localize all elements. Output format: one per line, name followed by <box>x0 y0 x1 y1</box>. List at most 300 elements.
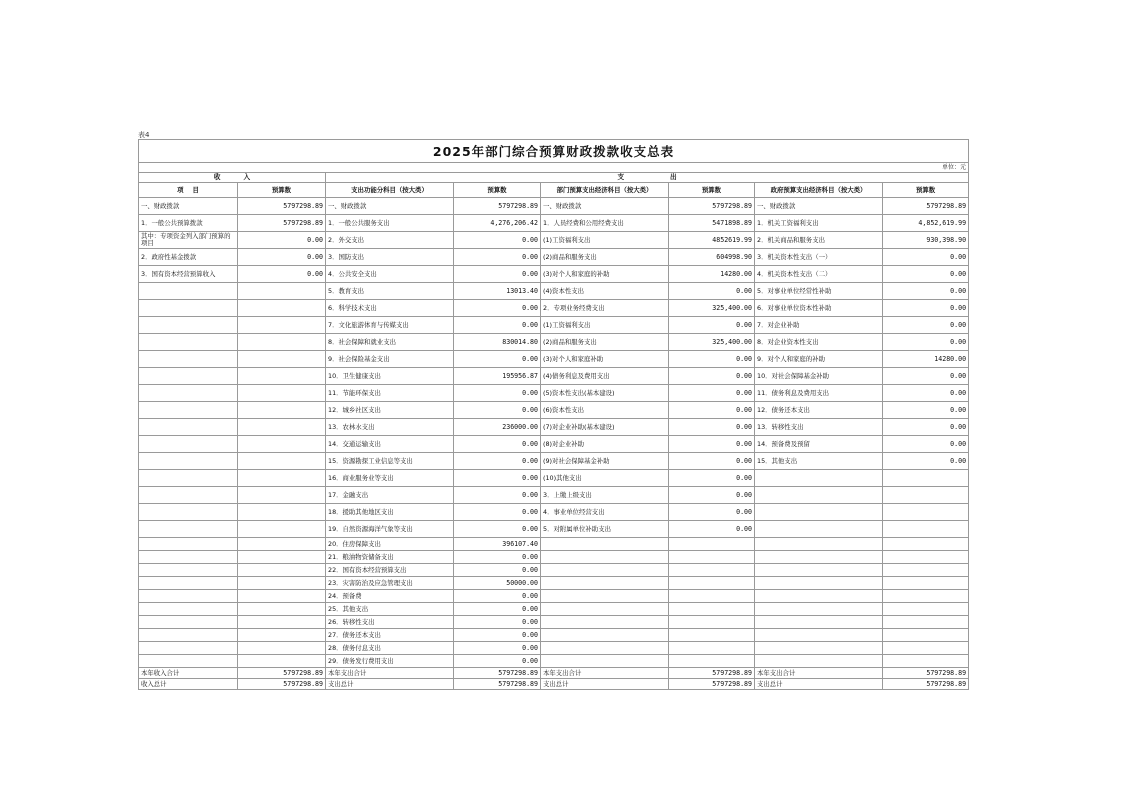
table-row <box>139 470 969 487</box>
gov-label-cell: 4．机关资本性支出（二） <box>755 266 883 283</box>
income-label-cell: 一、财政拨款 <box>139 198 238 215</box>
total-label-cell: 收入总计 <box>139 679 238 690</box>
dept-label-cell: (10)其他支出 <box>541 470 669 487</box>
dept-label-cell: 5．对附属单位补助支出 <box>541 521 669 538</box>
total-label-cell: 支出总计 <box>541 679 669 690</box>
dept-label-cell: (6)资本性支出 <box>541 402 669 419</box>
func-label-cell: 21．粮油物资储备支出 <box>326 551 454 564</box>
func-amount-cell: 0.00 <box>454 655 541 668</box>
income-label-cell <box>139 564 238 577</box>
func-amount-cell: 0.00 <box>454 616 541 629</box>
header-budget: 预算数 <box>883 183 969 198</box>
income-label-cell <box>139 334 238 351</box>
income-amount-cell <box>238 487 326 504</box>
dept-amount-cell: 0.00 <box>669 385 755 402</box>
gov-amount-cell: 0.00 <box>883 385 969 402</box>
func-label-cell: 26．转移性支出 <box>326 616 454 629</box>
income-amount-cell <box>238 629 326 642</box>
func-amount-cell: 50000.00 <box>454 577 541 590</box>
gov-label-cell <box>755 504 883 521</box>
func-label-cell: 7．文化旅游体育与传媒支出 <box>326 317 454 334</box>
income-label-cell <box>139 616 238 629</box>
func-label-cell: 1．一般公共服务支出 <box>326 215 454 232</box>
total-amount-cell: 5797298.89 <box>454 679 541 690</box>
dept-amount-cell <box>669 564 755 577</box>
gov-label-cell <box>755 538 883 551</box>
func-label-cell: 4．公共安全支出 <box>326 266 454 283</box>
func-label-cell: 28．债务付息支出 <box>326 642 454 655</box>
gov-amount-cell <box>883 521 969 538</box>
func-label-cell: 11．节能环保支出 <box>326 385 454 402</box>
dept-amount-cell: 0.00 <box>669 402 755 419</box>
table-row <box>139 577 969 590</box>
annual-total-row <box>139 668 969 679</box>
func-label-cell: 29．债务发行费用支出 <box>326 655 454 668</box>
gov-label-cell: 6．对事业单位资本性补助 <box>755 300 883 317</box>
func-label-cell: 14．交通运输支出 <box>326 436 454 453</box>
gov-label-cell: 13．转移性支出 <box>755 419 883 436</box>
func-label-cell: 6．科学技术支出 <box>326 300 454 317</box>
dept-amount-cell <box>669 590 755 603</box>
func-amount-cell: 830014.80 <box>454 334 541 351</box>
total-amount-cell: 5797298.89 <box>669 668 755 679</box>
header-dept-econ: 部门预算支出经济科目（按大类） <box>541 183 669 198</box>
gov-label-cell <box>755 590 883 603</box>
income-label-cell <box>139 470 238 487</box>
dept-label-cell <box>541 538 669 551</box>
group-header-row <box>139 173 969 183</box>
income-label-cell <box>139 521 238 538</box>
dept-amount-cell <box>669 603 755 616</box>
income-amount-cell <box>238 300 326 317</box>
table-row <box>139 402 969 419</box>
dept-label-cell: (1)工资福利支出 <box>541 317 669 334</box>
table-row <box>139 590 969 603</box>
dept-label-cell <box>541 564 669 577</box>
budget-sheet <box>138 131 968 690</box>
func-label-cell: 19．自然资源海洋气象等支出 <box>326 521 454 538</box>
income-amount-cell: 0.00 <box>238 249 326 266</box>
func-amount-cell: 0.00 <box>454 232 541 249</box>
income-label-cell <box>139 551 238 564</box>
func-amount-cell: 0.00 <box>454 249 541 266</box>
gov-label-cell: 11．债务利息及费用支出 <box>755 385 883 402</box>
gov-label-cell: 1．机关工资福利支出 <box>755 215 883 232</box>
grand-total-row <box>139 679 969 690</box>
income-amount-cell <box>238 419 326 436</box>
table-row <box>139 564 969 577</box>
gov-amount-cell <box>883 642 969 655</box>
income-label-cell <box>139 402 238 419</box>
income-amount-cell: 0.00 <box>238 232 326 249</box>
gov-label-cell: 7．对企业补助 <box>755 317 883 334</box>
dept-amount-cell <box>669 616 755 629</box>
total-amount-cell: 5797298.89 <box>669 679 755 690</box>
gov-label-cell <box>755 521 883 538</box>
dept-amount-cell: 604998.90 <box>669 249 755 266</box>
dept-label-cell: (8)对企业补助 <box>541 436 669 453</box>
gov-amount-cell: 0.00 <box>883 317 969 334</box>
func-amount-cell: 0.00 <box>454 402 541 419</box>
income-label-cell <box>139 351 238 368</box>
dept-label-cell <box>541 551 669 564</box>
gov-label-cell <box>755 577 883 590</box>
total-label-cell: 本年支出合计 <box>541 668 669 679</box>
gov-label-cell <box>755 564 883 577</box>
dept-amount-cell: 14280.00 <box>669 266 755 283</box>
dept-label-cell <box>541 629 669 642</box>
gov-label-cell: 3．机关资本性支出（一） <box>755 249 883 266</box>
func-label-cell: 22．国有资本经营预算支出 <box>326 564 454 577</box>
table-row <box>139 334 969 351</box>
table-row <box>139 232 969 249</box>
table-row <box>139 655 969 668</box>
table-row <box>139 266 969 283</box>
func-label-cell: 20．住房保障支出 <box>326 538 454 551</box>
total-label-cell: 支出总计 <box>755 679 883 690</box>
income-label-cell <box>139 504 238 521</box>
table-row <box>139 351 969 368</box>
dept-label-cell: 3．上缴上级支出 <box>541 487 669 504</box>
func-amount-cell: 0.00 <box>454 385 541 402</box>
gov-label-cell <box>755 551 883 564</box>
sheet-number: 表4 <box>138 131 150 139</box>
income-label-cell <box>139 385 238 402</box>
table-row <box>139 436 969 453</box>
func-amount-cell: 13013.40 <box>454 283 541 300</box>
dept-amount-cell <box>669 629 755 642</box>
income-amount-cell <box>238 470 326 487</box>
gov-label-cell <box>755 642 883 655</box>
table-row <box>139 419 969 436</box>
gov-label-cell <box>755 616 883 629</box>
income-group-header: 收 入 <box>139 173 326 183</box>
func-label-cell: 18．援助其他地区支出 <box>326 504 454 521</box>
income-label-cell <box>139 419 238 436</box>
total-amount-cell: 5797298.89 <box>454 668 541 679</box>
func-label-cell: 一、财政拨款 <box>326 198 454 215</box>
gov-label-cell <box>755 655 883 668</box>
table-row <box>139 385 969 402</box>
header-budget: 预算数 <box>669 183 755 198</box>
func-label-cell: 9．社会保险基金支出 <box>326 351 454 368</box>
dept-label-cell <box>541 642 669 655</box>
dept-label-cell: (2)商品和服务支出 <box>541 334 669 351</box>
gov-label-cell <box>755 603 883 616</box>
dept-label-cell: 4．事业单位经营支出 <box>541 504 669 521</box>
dept-amount-cell: 0.00 <box>669 504 755 521</box>
func-label-cell: 3．国防支出 <box>326 249 454 266</box>
func-amount-cell: 5797298.89 <box>454 198 541 215</box>
dept-label-cell <box>541 616 669 629</box>
table-title: 2025年部门综合预算财政拨款收支总表 <box>139 140 969 163</box>
gov-amount-cell: 0.00 <box>883 402 969 419</box>
func-label-cell: 12．城乡社区支出 <box>326 402 454 419</box>
dept-amount-cell: 0.00 <box>669 453 755 470</box>
table-row <box>139 616 969 629</box>
gov-amount-cell <box>883 551 969 564</box>
table-row <box>139 642 969 655</box>
table-row <box>139 538 969 551</box>
gov-amount-cell: 0.00 <box>883 249 969 266</box>
gov-label-cell: 14．预备费及预留 <box>755 436 883 453</box>
gov-amount-cell: 5797298.89 <box>883 198 969 215</box>
dept-amount-cell: 0.00 <box>669 283 755 300</box>
table-row <box>139 521 969 538</box>
func-amount-cell: 0.00 <box>454 436 541 453</box>
func-label-cell: 2．外交支出 <box>326 232 454 249</box>
income-amount-cell <box>238 351 326 368</box>
func-amount-cell: 0.00 <box>454 487 541 504</box>
gov-amount-cell <box>883 487 969 504</box>
income-amount-cell <box>238 283 326 300</box>
func-amount-cell: 0.00 <box>454 521 541 538</box>
table-row <box>139 629 969 642</box>
func-amount-cell: 0.00 <box>454 266 541 283</box>
income-amount-cell <box>238 402 326 419</box>
column-header-row <box>139 183 969 198</box>
income-label-cell <box>139 300 238 317</box>
table-row <box>139 198 969 215</box>
income-amount-cell <box>238 655 326 668</box>
gov-amount-cell <box>883 577 969 590</box>
income-label-cell <box>139 603 238 616</box>
income-label-cell <box>139 283 238 300</box>
income-amount-cell <box>238 538 326 551</box>
gov-amount-cell: 0.00 <box>883 266 969 283</box>
func-amount-cell: 0.00 <box>454 351 541 368</box>
gov-amount-cell <box>883 616 969 629</box>
total-amount-cell: 5797298.89 <box>238 679 326 690</box>
income-amount-cell <box>238 642 326 655</box>
title-row <box>139 140 969 163</box>
table-row <box>139 300 969 317</box>
gov-label-cell: 12．债务还本支出 <box>755 402 883 419</box>
table-row <box>139 249 969 266</box>
func-amount-cell: 236000.00 <box>454 419 541 436</box>
dept-amount-cell: 0.00 <box>669 317 755 334</box>
income-amount-cell <box>238 317 326 334</box>
dept-label-cell: (3)对个人和家庭补助 <box>541 351 669 368</box>
income-amount-cell <box>238 436 326 453</box>
income-label-cell <box>139 436 238 453</box>
table-row <box>139 453 969 470</box>
gov-amount-cell <box>883 538 969 551</box>
income-amount-cell <box>238 521 326 538</box>
table-row <box>139 283 969 300</box>
func-label-cell: 15．资源勘探工业信息等支出 <box>326 453 454 470</box>
income-label-cell <box>139 577 238 590</box>
income-label-cell <box>139 642 238 655</box>
gov-label-cell: 8．对企业资本性支出 <box>755 334 883 351</box>
func-amount-cell: 0.00 <box>454 453 541 470</box>
dept-label-cell: 1．人员经费和公用经费支出 <box>541 215 669 232</box>
func-amount-cell: 195956.87 <box>454 368 541 385</box>
func-label-cell: 23．灾害防治及应急管理支出 <box>326 577 454 590</box>
gov-amount-cell <box>883 655 969 668</box>
total-label-cell: 支出总计 <box>326 679 454 690</box>
func-label-cell: 24．预备费 <box>326 590 454 603</box>
gov-amount-cell <box>883 590 969 603</box>
dept-amount-cell: 4852619.99 <box>669 232 755 249</box>
dept-amount-cell <box>669 538 755 551</box>
func-amount-cell: 0.00 <box>454 470 541 487</box>
income-amount-cell <box>238 551 326 564</box>
func-label-cell: 27．债务还本支出 <box>326 629 454 642</box>
header-func-class: 支出功能分科目（按大类） <box>326 183 454 198</box>
func-amount-cell: 0.00 <box>454 564 541 577</box>
dept-label-cell <box>541 577 669 590</box>
gov-amount-cell: 14280.00 <box>883 351 969 368</box>
func-amount-cell: 0.00 <box>454 551 541 564</box>
table-row <box>139 551 969 564</box>
income-label-cell <box>139 629 238 642</box>
income-label-cell: 其中：专项资金列入部门预算的项目 <box>139 232 238 249</box>
income-label-cell: 3．国有资本经营预算收入 <box>139 266 238 283</box>
gov-amount-cell <box>883 504 969 521</box>
table-row <box>139 215 969 232</box>
func-amount-cell: 0.00 <box>454 504 541 521</box>
dept-label-cell: 2．专项业务经费支出 <box>541 300 669 317</box>
gov-amount-cell <box>883 564 969 577</box>
income-label-cell <box>139 590 238 603</box>
gov-label-cell: 10．对社会保障基金补助 <box>755 368 883 385</box>
dept-amount-cell: 0.00 <box>669 521 755 538</box>
income-amount-cell <box>238 385 326 402</box>
dept-amount-cell <box>669 577 755 590</box>
gov-amount-cell: 4,852,619.99 <box>883 215 969 232</box>
total-label-cell: 本年支出合计 <box>755 668 883 679</box>
gov-amount-cell: 0.00 <box>883 419 969 436</box>
income-amount-cell <box>238 616 326 629</box>
dept-label-cell <box>541 590 669 603</box>
dept-label-cell <box>541 655 669 668</box>
income-amount-cell <box>238 577 326 590</box>
dept-amount-cell: 0.00 <box>669 419 755 436</box>
unit-row <box>139 163 969 173</box>
dept-amount-cell: 0.00 <box>669 487 755 504</box>
func-label-cell: 17．金融支出 <box>326 487 454 504</box>
dept-label-cell: 一、财政拨款 <box>541 198 669 215</box>
table-row <box>139 603 969 616</box>
gov-amount-cell: 0.00 <box>883 368 969 385</box>
income-amount-cell: 5797298.89 <box>238 198 326 215</box>
budget-table <box>138 139 969 690</box>
gov-label-cell: 9．对个人和家庭的补助 <box>755 351 883 368</box>
income-amount-cell: 5797298.89 <box>238 215 326 232</box>
func-amount-cell: 0.00 <box>454 629 541 642</box>
income-amount-cell <box>238 368 326 385</box>
gov-label-cell <box>755 470 883 487</box>
dept-label-cell: (2)商品和服务支出 <box>541 249 669 266</box>
dept-amount-cell: 0.00 <box>669 351 755 368</box>
total-label-cell: 本年支出合计 <box>326 668 454 679</box>
dept-label-cell: (4)债务利息及费用支出 <box>541 368 669 385</box>
income-amount-cell <box>238 564 326 577</box>
dept-label-cell: (1)工资福利支出 <box>541 232 669 249</box>
income-label-cell: 2．政府性基金拨款 <box>139 249 238 266</box>
func-amount-cell: 0.00 <box>454 603 541 616</box>
income-amount-cell: 0.00 <box>238 266 326 283</box>
gov-amount-cell: 0.00 <box>883 436 969 453</box>
income-amount-cell <box>238 504 326 521</box>
dept-amount-cell: 5797298.89 <box>669 198 755 215</box>
func-label-cell: 25．其他支出 <box>326 603 454 616</box>
dept-label-cell: (7)对企业补助(基本建设) <box>541 419 669 436</box>
func-amount-cell: 0.00 <box>454 642 541 655</box>
income-amount-cell <box>238 590 326 603</box>
gov-label-cell <box>755 629 883 642</box>
func-label-cell: 13．农林水支出 <box>326 419 454 436</box>
gov-amount-cell: 0.00 <box>883 283 969 300</box>
dept-amount-cell: 325,400.00 <box>669 334 755 351</box>
total-label-cell: 本年收入合计 <box>139 668 238 679</box>
func-amount-cell: 0.00 <box>454 590 541 603</box>
gov-label-cell: 5．对事业单位经常性补助 <box>755 283 883 300</box>
dept-amount-cell: 0.00 <box>669 368 755 385</box>
func-amount-cell: 396107.40 <box>454 538 541 551</box>
total-amount-cell: 5797298.89 <box>883 668 969 679</box>
header-budget: 预算数 <box>454 183 541 198</box>
func-label-cell: 8．社会保障和就业支出 <box>326 334 454 351</box>
gov-amount-cell <box>883 470 969 487</box>
gov-amount-cell <box>883 603 969 616</box>
gov-label-cell <box>755 487 883 504</box>
income-label-cell <box>139 487 238 504</box>
table-row <box>139 487 969 504</box>
income-label-cell <box>139 655 238 668</box>
income-label-cell <box>139 368 238 385</box>
dept-label-cell <box>541 603 669 616</box>
dept-label-cell: (3)对个人和家庭的补助 <box>541 266 669 283</box>
table-row <box>139 317 969 334</box>
dept-label-cell: (4)资本性支出 <box>541 283 669 300</box>
table-row <box>139 368 969 385</box>
func-amount-cell: 0.00 <box>454 300 541 317</box>
gov-amount-cell: 0.00 <box>883 453 969 470</box>
unit-label: 单位：元 <box>139 163 969 173</box>
income-amount-cell <box>238 334 326 351</box>
expense-group-header: 支 出 <box>326 173 969 183</box>
gov-amount-cell: 930,398.90 <box>883 232 969 249</box>
dept-amount-cell: 0.00 <box>669 470 755 487</box>
func-amount-cell: 0.00 <box>454 317 541 334</box>
gov-amount-cell: 0.00 <box>883 300 969 317</box>
income-amount-cell <box>238 603 326 616</box>
income-label-cell <box>139 453 238 470</box>
dept-amount-cell: 325,400.00 <box>669 300 755 317</box>
header-budget: 预算数 <box>238 183 326 198</box>
func-label-cell: 10．卫生健康支出 <box>326 368 454 385</box>
dept-label-cell: (9)对社会保障基金补助 <box>541 453 669 470</box>
func-label-cell: 5．教育支出 <box>326 283 454 300</box>
total-amount-cell: 5797298.89 <box>883 679 969 690</box>
gov-label-cell: 一、财政拨款 <box>755 198 883 215</box>
dept-amount-cell <box>669 551 755 564</box>
total-amount-cell: 5797298.89 <box>238 668 326 679</box>
income-amount-cell <box>238 453 326 470</box>
dept-amount-cell <box>669 655 755 668</box>
dept-label-cell: (5)资本性支出(基本建设) <box>541 385 669 402</box>
dept-amount-cell <box>669 642 755 655</box>
gov-label-cell: 2．机关商品和服务支出 <box>755 232 883 249</box>
dept-amount-cell: 5471898.89 <box>669 215 755 232</box>
gov-amount-cell: 0.00 <box>883 334 969 351</box>
table-row <box>139 504 969 521</box>
gov-label-cell: 15．其他支出 <box>755 453 883 470</box>
func-label-cell: 16．商业服务业等支出 <box>326 470 454 487</box>
func-amount-cell: 4,276,206.42 <box>454 215 541 232</box>
